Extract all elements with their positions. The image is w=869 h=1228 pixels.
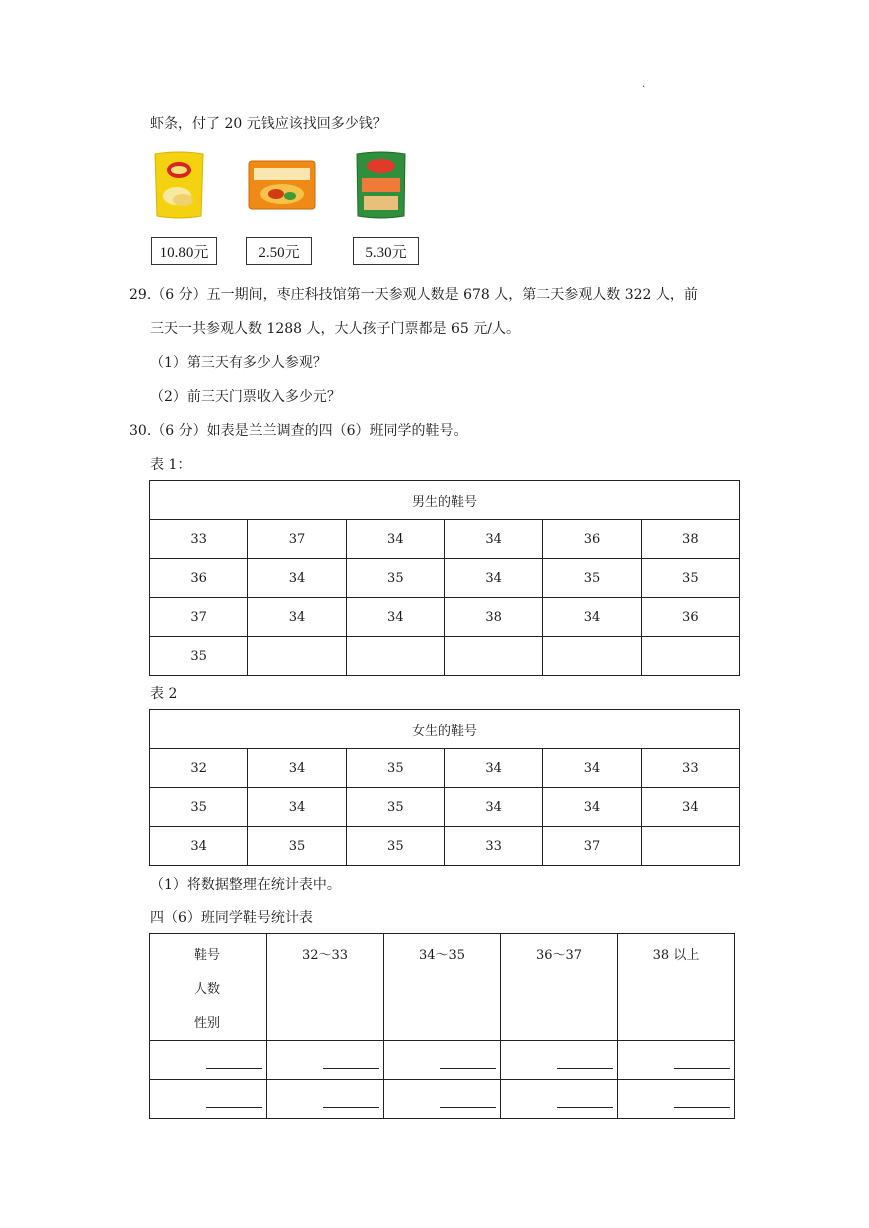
table-cell: [444, 637, 542, 676]
table-cell: 33: [150, 520, 248, 559]
stat-header-32-33: 32～33: [267, 934, 384, 1041]
table-cell: 33: [444, 827, 542, 866]
table-cell: 34: [248, 598, 346, 637]
corner-label-count: 人数: [194, 982, 221, 997]
table-cell: 36: [543, 520, 641, 559]
girls-table-title: 女生的鞋号: [150, 710, 740, 749]
noodles-pack-image: [248, 160, 316, 210]
table-cell: 34: [444, 749, 542, 788]
q29-sub2: （2）前三天门票收入多少元？: [150, 389, 341, 405]
table-cell: 37: [543, 827, 641, 866]
price-tag-noodles: 2.50元: [246, 237, 312, 265]
table-row: [150, 559, 740, 598]
table-row: [150, 788, 740, 827]
answer-blank[interactable]: [384, 1080, 501, 1119]
stat-corner-cell: [150, 934, 267, 1041]
answer-blank[interactable]: [501, 1041, 618, 1080]
q28-tail-text: 虾条，付了 20 元钱应该找回多少钱？: [150, 116, 387, 132]
table-cell: 32: [150, 749, 248, 788]
boys-table-title: 男生的鞋号: [150, 481, 740, 520]
q29-sub1: （1）第三天有多少人参观？: [150, 355, 327, 371]
table-cell: 35: [641, 559, 739, 598]
table-cell: 35: [150, 788, 248, 827]
answer-blank[interactable]: [501, 1080, 618, 1119]
table-cell: 37: [150, 598, 248, 637]
table-cell: 35: [543, 559, 641, 598]
table-cell: [641, 637, 739, 676]
table-cell: [346, 637, 444, 676]
answer-blank[interactable]: [618, 1041, 735, 1080]
table-cell: 35: [346, 827, 444, 866]
table-cell: 33: [641, 749, 739, 788]
table-cell: 34: [346, 520, 444, 559]
q29-line2: 三天一共参观人数 1288 人，大人孩子门票都是 65 元/人。: [150, 321, 520, 337]
answer-blank[interactable]: [267, 1041, 384, 1080]
table-cell: 37: [248, 520, 346, 559]
table-cell: 34: [543, 749, 641, 788]
table-cell: 34: [444, 559, 542, 598]
table-cell: [543, 637, 641, 676]
answer-blank[interactable]: [150, 1041, 267, 1080]
table-cell: 34: [150, 827, 248, 866]
table-row: [150, 520, 740, 559]
table-cell: 34: [248, 749, 346, 788]
table-cell: 35: [346, 559, 444, 598]
table-cell: 34: [444, 788, 542, 827]
table-cell: 36: [150, 559, 248, 598]
q30-sub1: （1）将数据整理在统计表中。: [150, 877, 341, 893]
table-cell: 34: [641, 788, 739, 827]
price-tag-chips: 10.80元: [151, 237, 217, 265]
answer-blank[interactable]: [384, 1041, 501, 1080]
boys-shoe-table: [149, 480, 740, 676]
table1-label: 表 1：: [150, 457, 192, 473]
table-cell: [641, 827, 739, 866]
table-row: [150, 827, 740, 866]
answer-blank[interactable]: [267, 1080, 384, 1119]
table-row: [150, 598, 740, 637]
chips-bag-image: [151, 150, 207, 220]
stat-table-title: 四（6）班同学鞋号统计表: [150, 910, 313, 926]
stat-header-34-35: 34～35: [384, 934, 501, 1041]
answer-blank[interactable]: [618, 1080, 735, 1119]
table-cell: 35: [248, 827, 346, 866]
table-cell: 35: [346, 788, 444, 827]
answer-blank[interactable]: [150, 1080, 267, 1119]
table-row: [150, 1041, 735, 1080]
table-cell: 35: [150, 637, 248, 676]
table-cell: 34: [346, 598, 444, 637]
stat-header-36-37: 36～37: [501, 934, 618, 1041]
table-row: [150, 749, 740, 788]
q30-intro: 30.（6 分）如表是兰兰调查的四（6）班同学的鞋号。: [129, 423, 468, 439]
table-cell: 38: [641, 520, 739, 559]
girls-shoe-table: [149, 709, 740, 866]
corner-label-gender: 性别: [194, 1016, 221, 1031]
table-row: [150, 637, 740, 676]
table-cell: 34: [248, 559, 346, 598]
shoe-stat-table: [149, 933, 735, 1119]
corner-label-size: 鞋号: [194, 948, 221, 963]
table-row: [150, 1080, 735, 1119]
table-cell: 34: [444, 520, 542, 559]
page-mark: ·: [642, 82, 646, 93]
table-cell: 34: [248, 788, 346, 827]
q29-line1: 29.（6 分）五一期间，枣庄科技馆第一天参观人数是 678 人，第二天参观人数 322 人，前: [129, 287, 698, 303]
table-cell: 34: [543, 788, 641, 827]
table-cell: [248, 637, 346, 676]
stat-header-38-up: 38 以上: [618, 934, 735, 1041]
price-tag-shrimp: 5.30元: [353, 237, 419, 265]
table-cell: 36: [641, 598, 739, 637]
table2-label: 表 2: [150, 686, 178, 702]
table-cell: 38: [444, 598, 542, 637]
table-cell: 35: [346, 749, 444, 788]
shrimp-snack-image: [354, 150, 408, 220]
table-cell: 34: [543, 598, 641, 637]
